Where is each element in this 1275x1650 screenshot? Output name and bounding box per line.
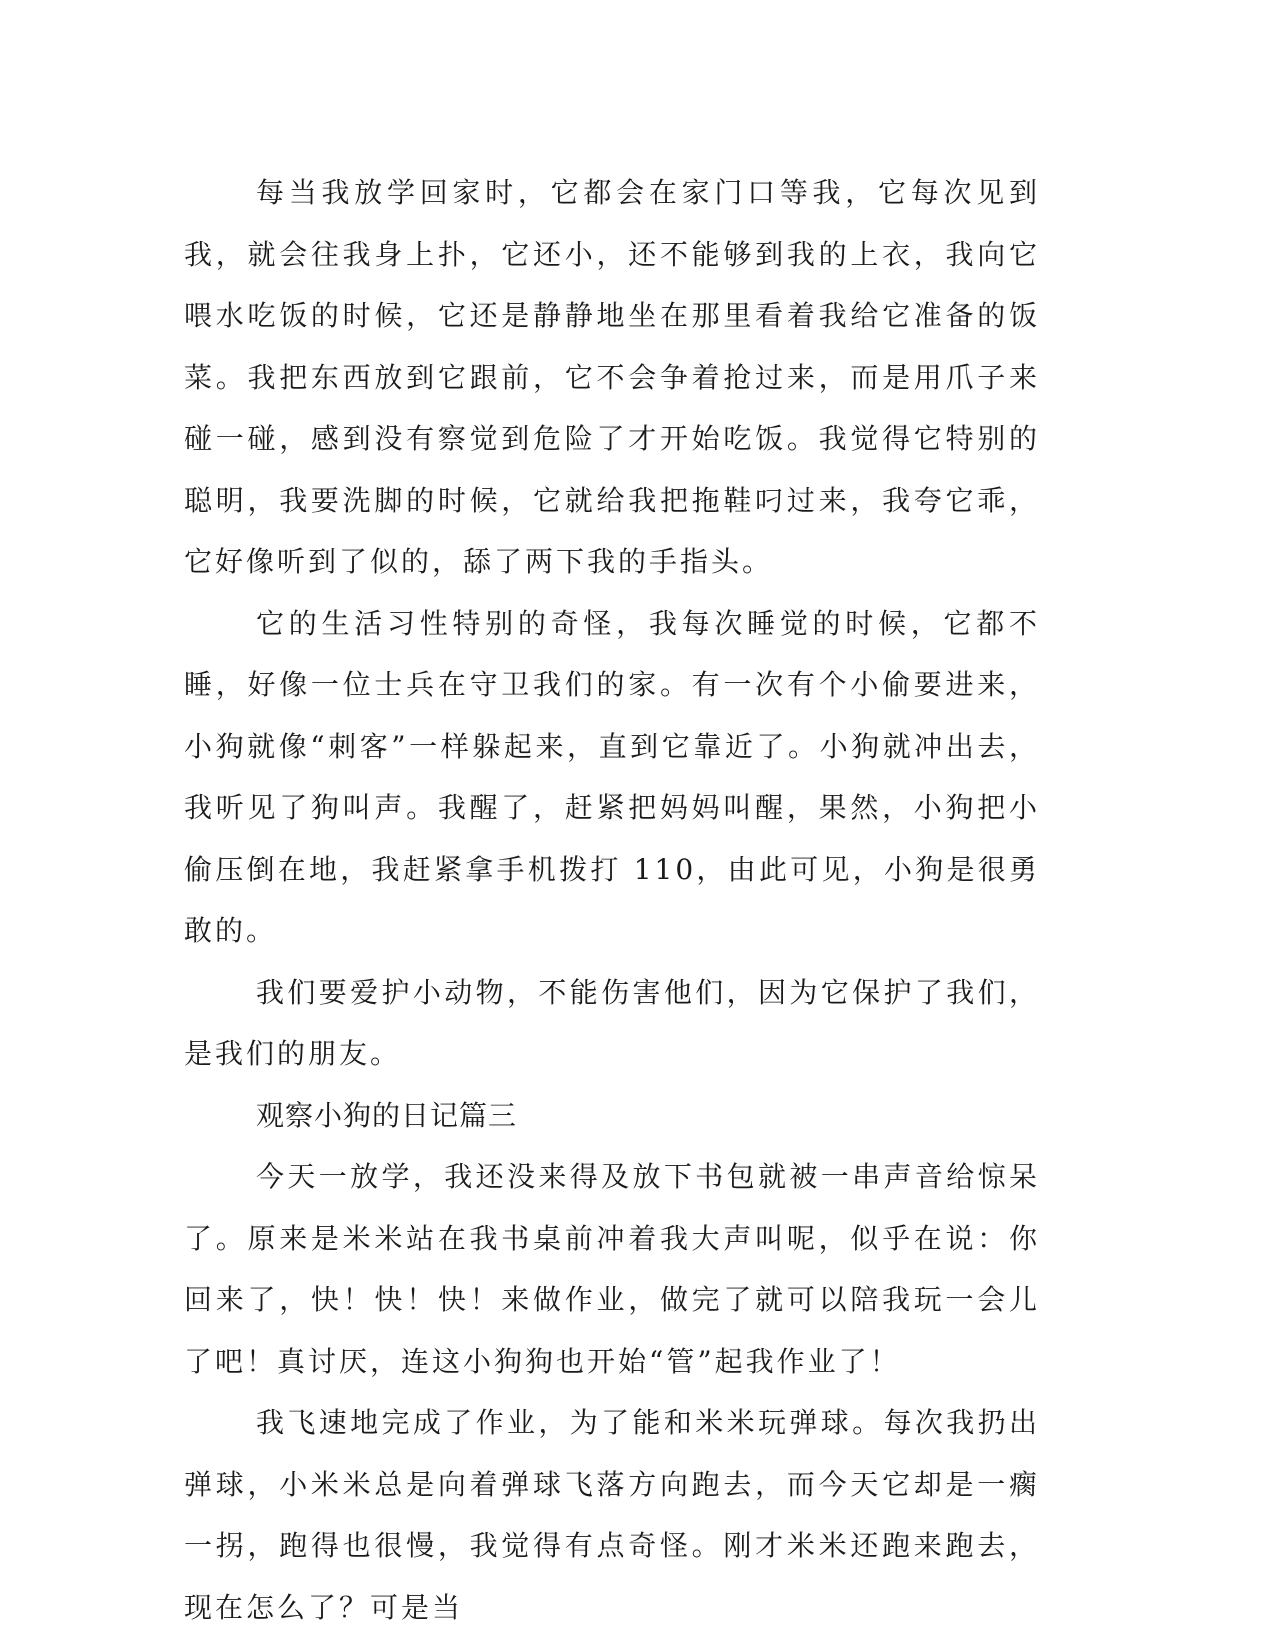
section-heading: 观察小狗的日记篇三 <box>256 1098 518 1132</box>
paragraph-3: 我们要爱护小动物，不能伤害他们，因为它保护了我们，是我们的朋友。 <box>184 975 1040 1070</box>
document-body <box>184 162 1040 1638</box>
paragraph-5: 我飞速地完成了作业，为了能和米米玩弹球。每次我扔出弹球，小米米总是向着弹球飞落方向跑去，而今天它却是一瘸一拐，跑得也很慢，我觉得有点奇怪。刚才米米还跑来跑去，现在怎么了？可是当 <box>184 1406 1040 1624</box>
paragraph-2: 它的生活习性特别的奇怪，我每次睡觉的时候，它都不睡，好像一位士兵在守卫我们的家。有一次有个小偷要进来，小狗就像“刺客”一样躲起来，直到它靠近了。小狗就冲出去，我听见了狗叫声。我醒了，赶紧把妈妈叫醒，果然，小狗把小偷压倒在地，我赶紧拿手机拨打 110，由此可见，小狗是很勇敢的。 <box>184 606 1040 947</box>
paragraph-1: 每当我放学回家时，它都会在家门口等我，它每次见到我，就会往我身上扑，它还小，还不能够到我的上衣，我向它喂水吃饭的时候，它还是静静地坐在那里看着我给它准备的饭菜。我把东西放到它跟前，它不会争着抢过来，而是用爪子来碰一碰，感到没有察觉到危险了才开始吃饭。我觉得它特别的聪明，我要洗脚的时候，它就给我把拖鞋叼过来，我夸它乖，它好像听到了似的，舔了两下我的手指头。 <box>184 176 1040 578</box>
paragraph-4: 今天一放学，我还没来得及放下书包就被一串声音给惊呆了。原来是米米站在我书桌前冲着我大声叫呢，似乎在说：你回来了，快！快！快！来做作业，做完了就可以陪我玩一会儿了吧！真讨厌，连这小狗狗也开始“管”起我作业了！ <box>184 1160 1040 1378</box>
